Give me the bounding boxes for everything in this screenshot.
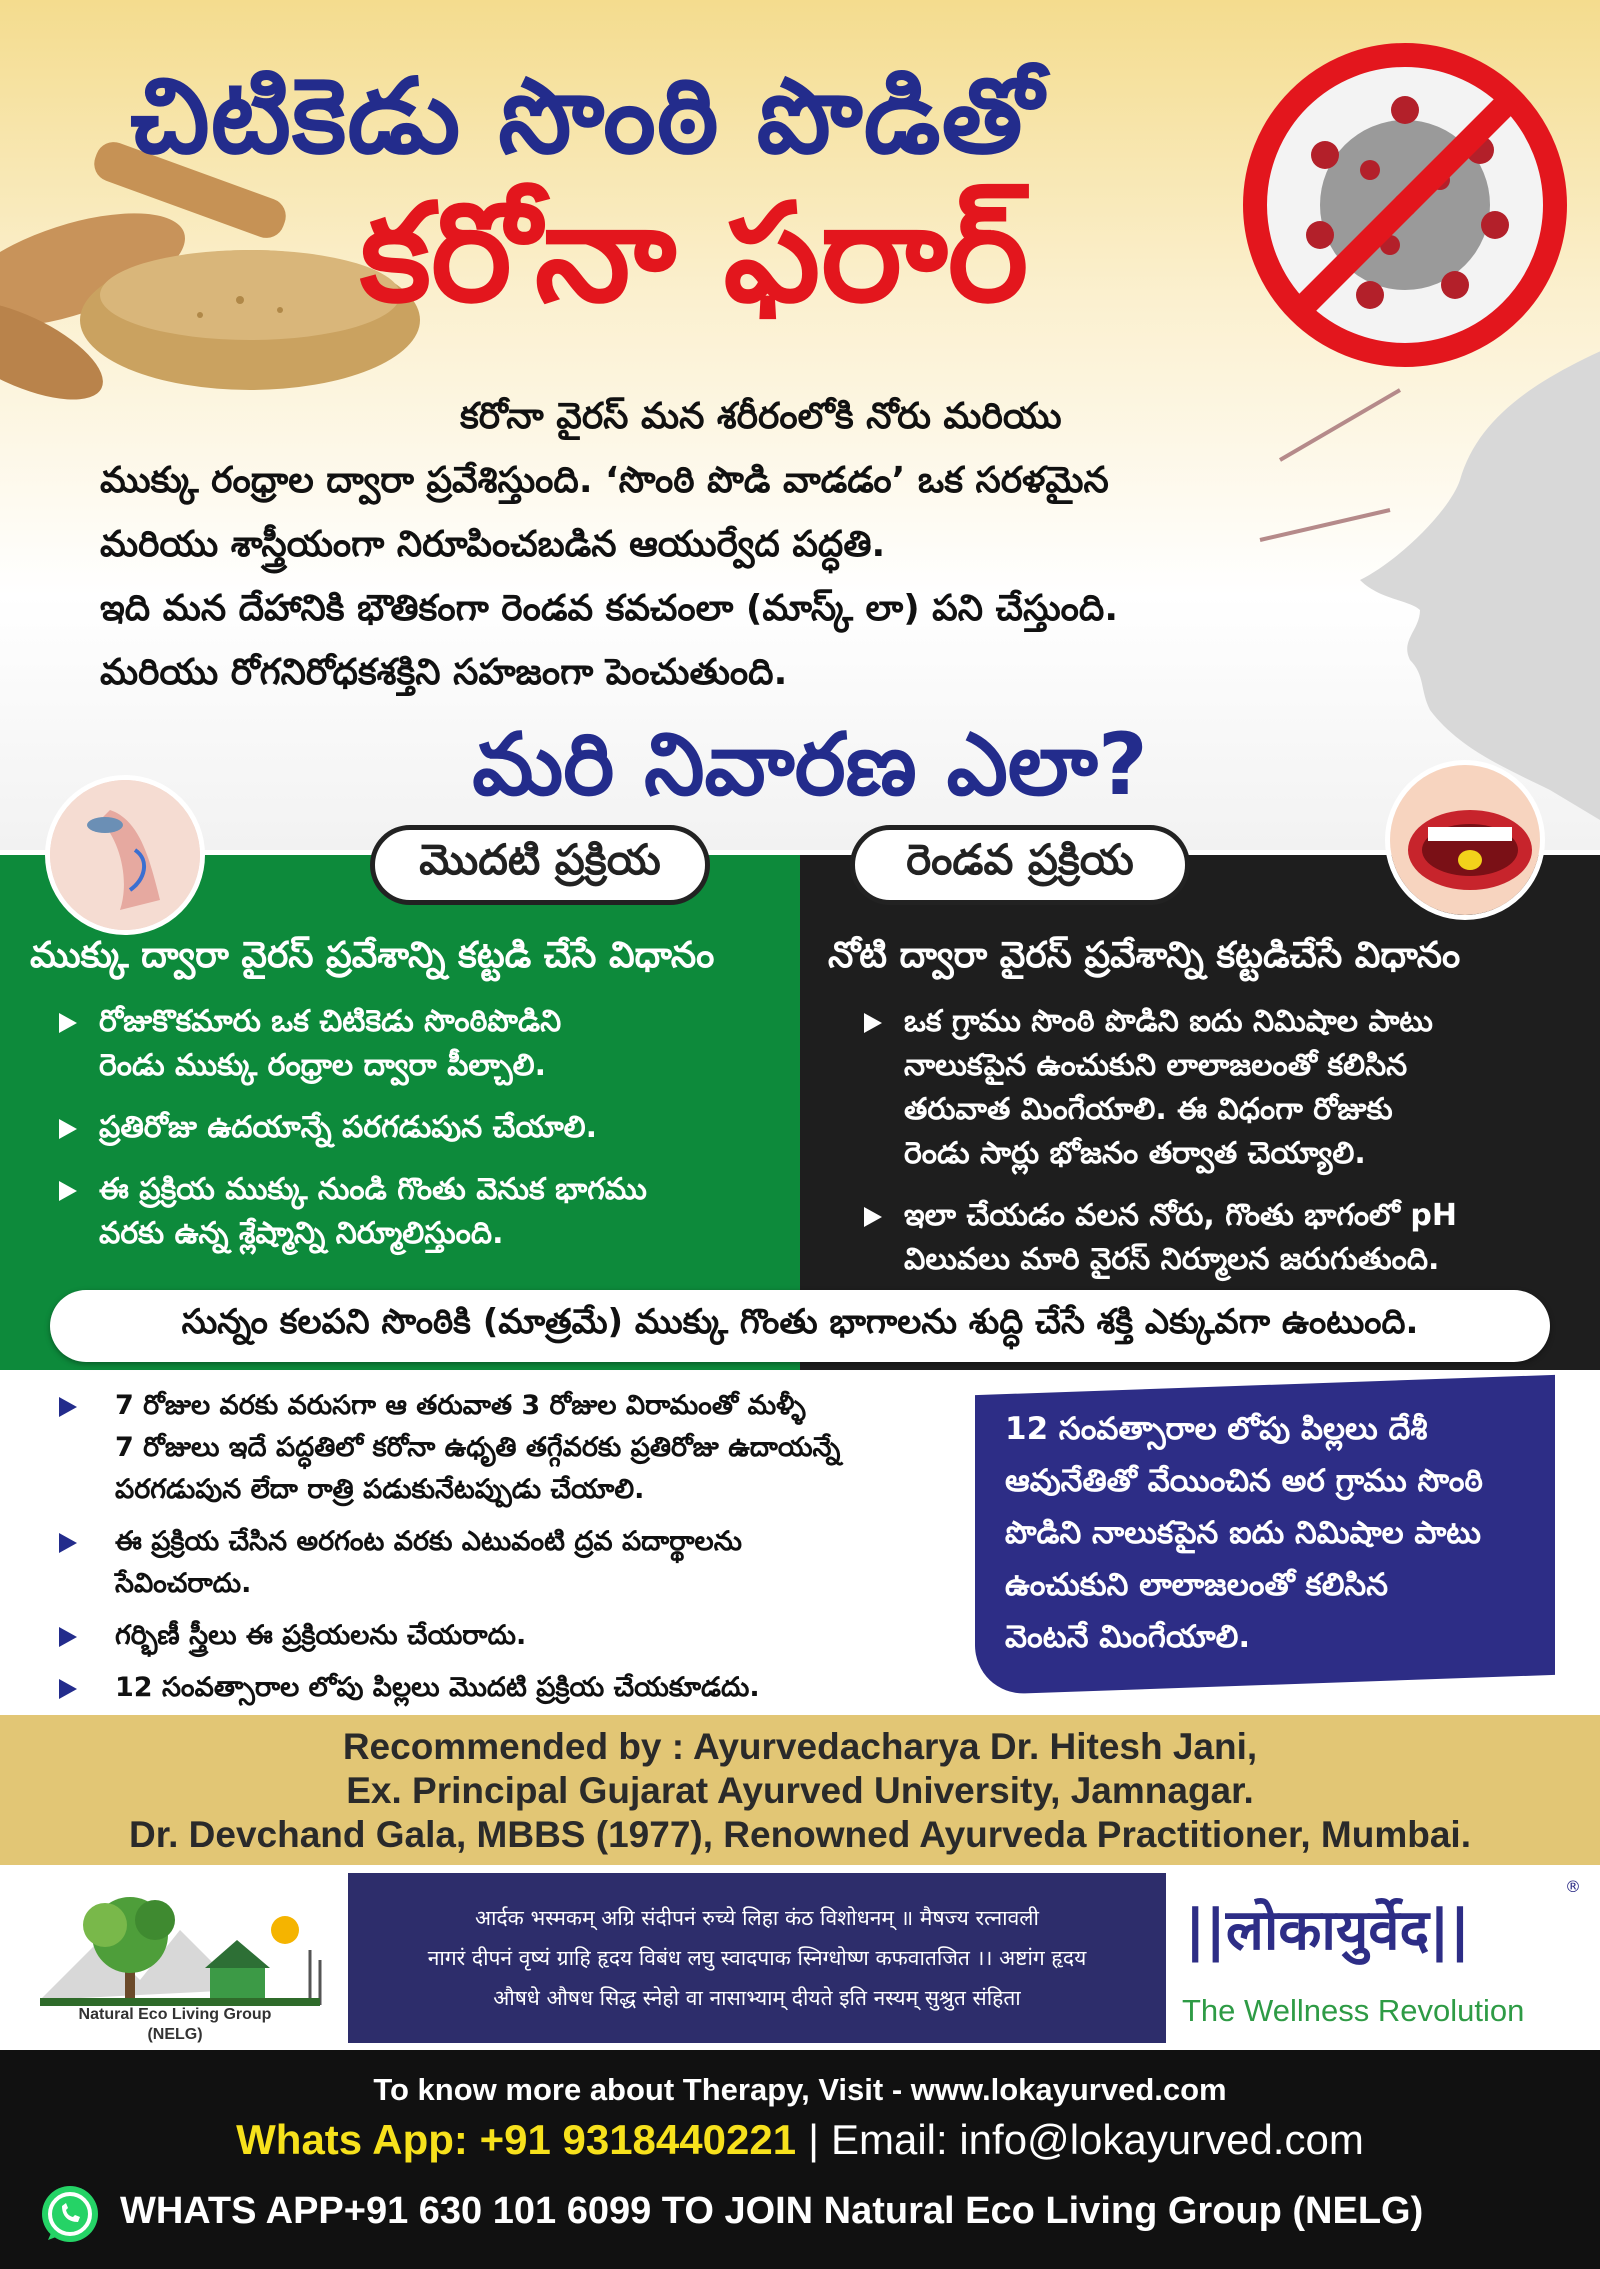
process-1-label: మొదటి ప్రక్రియ (370, 825, 710, 905)
sanskrit-line: आर्दक भस्मकम् अग्रि संदीपनं रुच्ये लिहा कंठ विशोधनम् ॥ मैषज्य रत्नावली (475, 1906, 1039, 1930)
nelg-name-line: (NELG) (147, 2026, 203, 2043)
join-group-line[interactable]: WHATS APP+91 630 101 6099 TO JOIN Natural Eco Living Group (NELG) (120, 2190, 1424, 2232)
list-item (55, 1000, 775, 1088)
prevention-question: మరి నివారణ ఎలా? (472, 715, 1148, 815)
sanskrit-line: नागरं दीपनं वृष्यं ग्राहि हृदय विबंध लघु स्वादपाक स्निग्धोष्ण कफवातजित ।। अष्टांग हृदय (427, 1946, 1087, 1970)
list-item (55, 1168, 775, 1256)
list-item-text: ఈ ప్రక్రియ చేసిన అరగంట వరకు ఎటువంటి ద్రవ పదార్థాలను సేవించరాదు. (115, 1526, 742, 1599)
recommended-by (0, 1715, 1600, 1865)
process-2-list (860, 1000, 1580, 1300)
list-item (55, 1615, 955, 1657)
brand-tagline: The Wellness Revolution (1182, 1993, 1525, 2028)
logos-row (0, 1865, 1600, 2050)
nelg-name-line: Natural Eco Living Group (78, 2006, 272, 2023)
recommended-line: Ex. Principal Gujarat Ayurved University, Jamnagar. (346, 1770, 1254, 1811)
title-line-2: కరోనా ఫరార్ (360, 175, 1029, 333)
children-note-line: ఉంచుకుని లాలాజలంతో కలిసిన (1005, 1567, 1388, 1603)
process-1-list (55, 1000, 775, 1274)
list-item (860, 1000, 1580, 1176)
whatsapp-icon (38, 2182, 102, 2246)
lokayurved-logo: ||लोकायुर्वेद|| (1185, 1898, 1471, 1963)
list-item-text: ప్రతిరోజు ఉదయాన్నే పరగడుపున చేయాలి. (99, 1110, 598, 1145)
list-item (55, 1521, 955, 1605)
registered-mark: ® (1565, 1877, 1581, 1896)
intro-text (100, 385, 1340, 705)
children-note (975, 1375, 1555, 1695)
sanskrit-line: औषधे औषध सिद्ध स्नेहो वा नासाभ्याम् दीयते इति नस्यम् सुश्रुत संहिता (493, 1986, 1021, 2010)
lime-free-note: సున్నం కలపని సొంఠికి (మాత్రమే) ముక్కు గొంతు భాగాలను శుద్ధి చేసే శక్తి ఎక్కువగా ఉంటుంది. (50, 1290, 1550, 1362)
list-item-text: 12 సంవత్సారాల లోపు పిల్లలు మొదటి ప్రక్రియ చేయకూడదు. (115, 1672, 760, 1703)
recommended-line: Recommended by : Ayurvedacharya Dr. Hitesh Jani, (342, 1726, 1258, 1767)
list-item-text: ఈ ప్రక్రియ ముక్కు నుండి గొంతు వెనుక భాగము వరకు ఉన్న శ్లేష్మాన్ని నిర్మూలిస్తుంది. (99, 1172, 647, 1251)
list-item-text: ఒక గ్రాము సొంఠి పొడిని ఐదు నిమిషాల పాటు నాలుకపైన ఉంచుకుని లాలాజలంతో కలిసిన తరువాత మింగేయాలి. ఈ విధంగా రోజుకు రెండు సార్లు భోజనం తర్వాత చెయ్యాలి. (904, 1004, 1433, 1171)
recommended-line: Dr. Devchand Gala, MBBS (1977), Renowned Ayurveda Practitioner, Mumbai. (129, 1814, 1471, 1855)
list-item (860, 1194, 1580, 1282)
list-item-text: ఇలా చేయడం వలన నోరు, గొంతు భాగంలో pH విలువలు మారి వైరస్ నిర్మూలన జరుగుతుంది. (904, 1198, 1457, 1277)
list-item-text: 7 రోజుల వరకు వరుసగా ఆ తరువాత 3 రోజుల విరామంతో మళ్ళీ 7 రోజులు ఇదే పద్ధతిలో కరోనా ఉధృతి తగ్గేవరకు ప్రతిరోజు ఉదాయన్నే పరగడుపున లేదా రాత్రి పడుకునేటప్పుడు చేయాలి. (115, 1390, 841, 1505)
mouth-pill-illustration (1385, 760, 1545, 920)
nose-illustration (45, 775, 205, 935)
list-item (55, 1667, 955, 1709)
process-2-label: రెండవ ప్రక్రియ (850, 825, 1190, 905)
rules-list (55, 1385, 955, 1719)
children-note-line: వెంటనే మింగేయాలి. (1005, 1619, 1251, 1655)
hero-section (0, 0, 1600, 850)
list-item (55, 1385, 955, 1511)
intro-line: మరియు రోగనిరోధకశక్తిని సహజంగా పెంచుతుంది. (100, 652, 788, 693)
nelg-name (20, 2005, 330, 2045)
list-item (55, 1106, 775, 1150)
no-virus-icon (1240, 40, 1570, 370)
intro-line: మరియు శాస్త్రీయంగా నిరూపించబడిన ఆయుర్వేద పద్ధతి. (100, 524, 886, 565)
intro-line: కరోనా వైరస్ మన శరీరంలోకి నోరు మరియు (460, 396, 1062, 437)
title-line-1: చిటికెడు సొంఠి పొడితో (130, 55, 1045, 177)
footer (0, 2050, 1600, 2269)
whatsapp-number[interactable]: Whats App: +91 9318440221 (236, 2116, 797, 2163)
separator: | (808, 2116, 819, 2163)
list-item-text: రోజుకొకమారు ఒక చిటికెడు సొంఠిపొడిని రెండు ముక్కు రంధ్రాల ద్వారా పీల్చాలి. (99, 1004, 562, 1083)
visit-website-link[interactable]: To know more about Therapy, Visit - www.lokayurved.com (373, 2072, 1227, 2107)
sanskrit-verses (348, 1873, 1166, 2043)
email-link[interactable]: Email: info@lokayurved.com (830, 2116, 1364, 2163)
intro-line: ముక్కు రంధ్రాల ద్వారా ప్రవేశిస్తుంది. ‘సొంఠి పొడి వాడడం’ ఒక సరళమైన (100, 460, 1109, 501)
intro-line: ఇది మన దేహానికి భౌతికంగా రెండవ కవచంలా (మాస్క్ లా) పని చేస్తుంది. (100, 588, 1119, 629)
list-item-text: గర్భిణీ స్త్రీలు ఈ ప్రక్రియలను చేయరాదు. (115, 1620, 527, 1651)
process-2-heading: నోటి ద్వారా వైరస్ ప్రవేశాన్ని కట్టడిచేసే విధానం (828, 935, 1461, 976)
process-1-heading: ముక్కు ద్వారా వైరస్ ప్రవేశాన్ని కట్టడి చేసే విధానం (30, 935, 715, 976)
contact-line (0, 2116, 1600, 2164)
children-note-line: పొడిని నాలుకపైన ఐదు నిమిషాల పాటు (1005, 1515, 1481, 1551)
children-note-line: 12 సంవత్సారాల లోపు పిల్లలు దేశీ (1005, 1411, 1428, 1447)
children-note-line: ఆవునేతితో వేయించిన అర గ్రాము సొంఠి (1005, 1463, 1483, 1499)
